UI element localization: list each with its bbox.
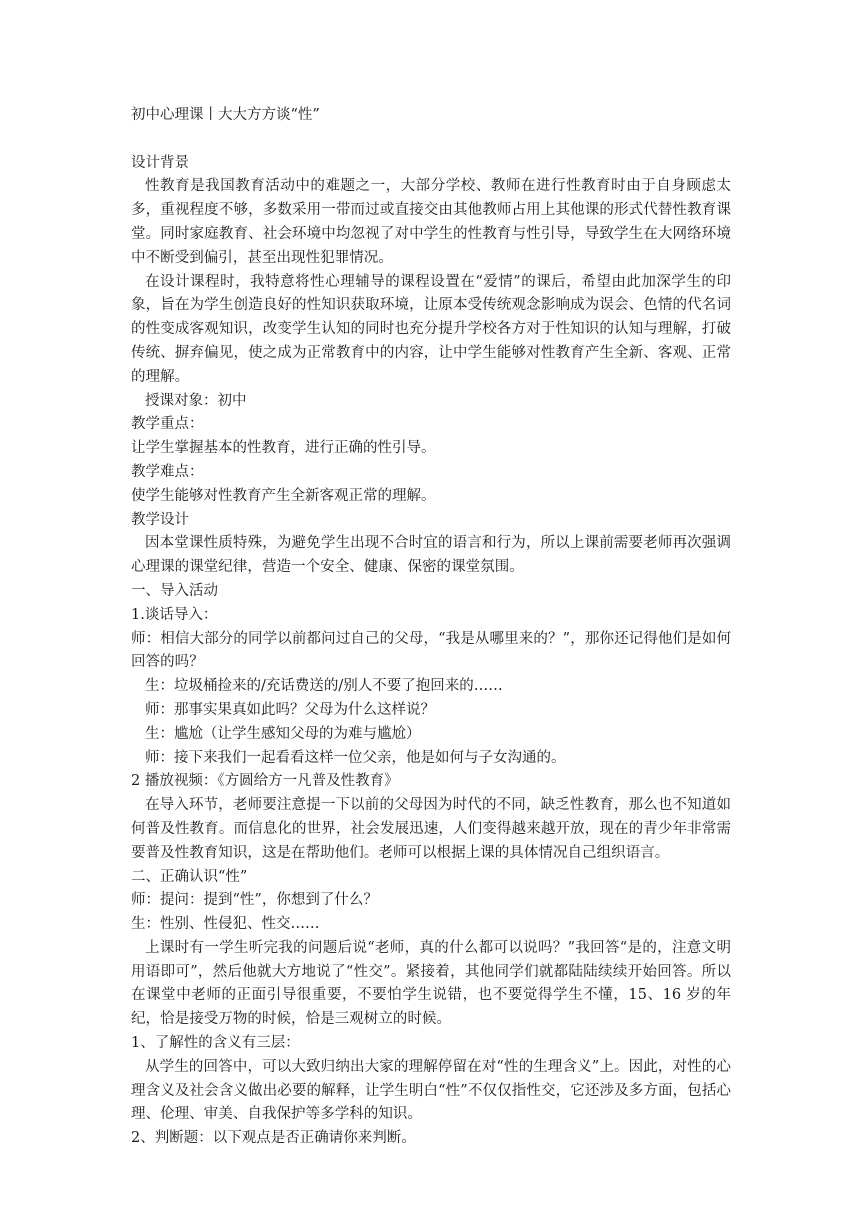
paragraph-classroom-note: 上课时有一学生听完我的问题后说“老师，真的什么都可以说吗？”我回答“是的，注意文明用语即可”，然后他就大方地说了“性交”。紧接着，其他同学们就都陆陆续续开始回答。所以在课堂中老师的正面引导很重要，不要怕学生说错，也不要觉得学生不懂，15、16 岁的年纪，恰是接受万物的时候，恰是三观树立的时候。: [131, 939, 731, 1028]
heading-background: 设计背景: [131, 154, 189, 171]
audience-line: 授课对象：初中: [145, 392, 247, 409]
heading-design: 教学设计: [131, 511, 189, 528]
subsection-meaning: 1、了解性的含义有三层：: [131, 1035, 300, 1052]
dialogue-student-2: 生：尴尬（让学生感知父母的为难与尴尬）: [145, 725, 421, 742]
paragraph-meaning: 从学生的回答中，可以大致归纳出大家的理解停留在对“性的生理含义”上。因此，对性的心理含义及社会含义做出必要的解释，让学生明白“性”不仅仅指性交，它还涉及多方面，包括心理、伦理、审美、自我保护等多学科的知识。: [131, 1058, 731, 1123]
dialogue-teacher-3: 师：接下来我们一起看看这样一位父亲，他是如何与子女沟通的。: [145, 749, 566, 766]
page-title: 初中心理课丨大大方方谈“性”: [131, 107, 320, 123]
subsection-talk-intro: 1.谈话导入：: [131, 606, 218, 623]
heading-key-point: 教学重点：: [131, 416, 204, 433]
dialogue-student-1: 生：垃圾桶捡来的/充话费送的/别人不要了抱回来的……: [145, 678, 503, 695]
section-intro-activity: 一、导入活动: [131, 582, 218, 599]
paragraph-video-note: 在导入环节，老师要注意提一下以前的父母因为时代的不同，缺乏性教育，那么也不知道如何普及性教育。而信息化的世界，社会发展迅速，人们变得越来越开放，现在的青少年非常需要普及性教育知识，这是在帮助他们。老师可以根据上课的具体情况自己组织语言。: [131, 797, 731, 861]
subsection-judgement: 2、判断题：以下观点是否正确请你来判断。: [131, 1130, 416, 1147]
document-page: [131, 104, 731, 1151]
dialogue-teacher-2: 师：那事实果真如此吗？父母为什么这样说？: [145, 701, 435, 718]
dialogue-student-3: 生：性别、性侵犯、性交……: [131, 916, 320, 933]
dialogue-teacher-1: 师：相信大部分的同学以前都问过自己的父母，“我是从哪里来的？”，那你还记得他们是如何回答的吗？: [131, 630, 731, 671]
paragraph-background-2: 在设计课程时，我特意将性心理辅导的课程设置在“爱情”的课后，希望由此加深学生的印象，旨在为学生创造良好的性知识获取环境，让原本受传统观念影响成为误会、色情的代名词的性变成客观知识，改变学生认知的同时也充分提升学校各方对于性知识的认知与理解，打破传统、摒弃偏见，使之成为正常教育中的内容，让中学生能够对性教育产生全新、客观、正常的理解。: [131, 273, 731, 385]
dialogue-teacher-4: 师：提问：提到“性”，你想到了什么？: [131, 892, 378, 909]
difficulty-text: 使学生能够对性教育产生全新客观正常的理解。: [131, 487, 436, 504]
section-understand-sex: 二、正确认识“性”: [131, 868, 248, 885]
subsection-video: 2 播放视频：《方圆给方一凡普及性教育》: [131, 773, 399, 790]
heading-difficulty: 教学难点：: [131, 463, 204, 480]
paragraph-background-1: 性教育是我国教育活动中的难题之一，大部分学校、教师在进行性教育时由于自身顾虑太多，重视程度不够，多数采用一带而过或直接交由其他教师占用上其他课的形式代替性教育课堂。同时家庭教育、社会环境中均忽视了对中学生的性教育与性引导，导致学生在大网络环境中不断受到偏引，甚至出现性犯罪情况。: [131, 178, 731, 266]
paragraph-design: 因本堂课性质特殊，为避免学生出现不合时宜的语言和行为，所以上课前需要老师再次强调心理课的课堂纪律，营造一个安全、健康、保密的课堂氛围。: [131, 535, 731, 576]
key-point-text: 让学生掌握基本的性教育，进行正确的性引导。: [131, 440, 436, 457]
